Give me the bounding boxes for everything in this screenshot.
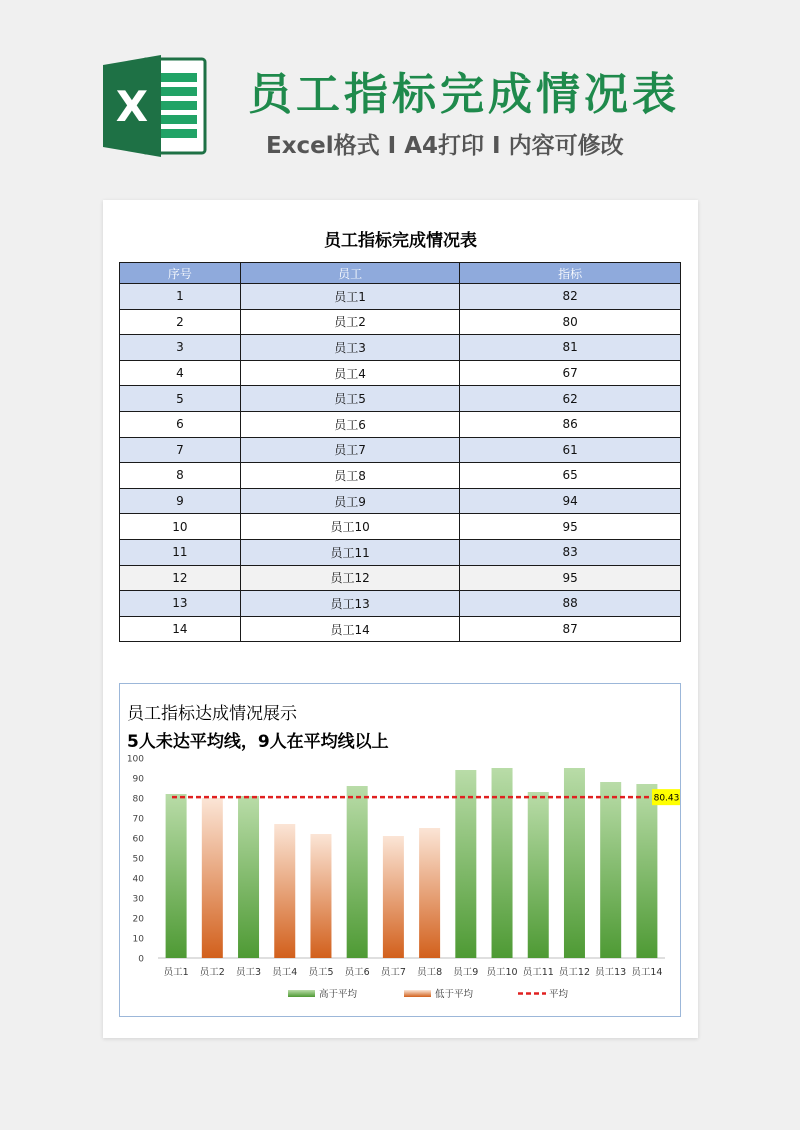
cell-name: 员工7 xyxy=(240,437,460,463)
y-tick-label: 40 xyxy=(132,874,144,885)
cell-value: 94 xyxy=(460,488,681,514)
column-header-no: 序号 xyxy=(120,263,241,284)
cell-value: 87 xyxy=(460,616,681,642)
y-tick-label: 50 xyxy=(132,854,144,865)
x-tick-label: 员工10 xyxy=(486,967,518,978)
column-header-name: 员工 xyxy=(240,263,460,284)
x-tick-label: 员工7 xyxy=(380,967,406,978)
y-tick-label: 60 xyxy=(132,834,144,845)
cell-name: 员工10 xyxy=(240,514,460,540)
table-row xyxy=(120,488,681,514)
cell-value: 67 xyxy=(460,360,681,386)
y-tick-label: 20 xyxy=(132,914,144,925)
sheet-page xyxy=(103,200,698,1038)
cell-no: 5 xyxy=(120,386,241,412)
excel-icon xyxy=(103,55,207,157)
table-row xyxy=(120,616,681,642)
bar-chart xyxy=(120,684,680,1016)
x-tick-label: 员工5 xyxy=(308,967,334,978)
cell-no: 3 xyxy=(120,335,241,361)
cell-value: 82 xyxy=(460,284,681,310)
chart-bar xyxy=(383,836,404,958)
x-tick-label: 员工13 xyxy=(595,967,627,978)
cell-no: 11 xyxy=(120,539,241,565)
cell-name: 员工2 xyxy=(240,309,460,335)
chart-bar xyxy=(419,828,440,958)
cell-value: 86 xyxy=(460,411,681,437)
x-tick-label: 员工6 xyxy=(344,967,370,978)
x-tick-label: 员工1 xyxy=(163,967,189,978)
cell-name: 员工3 xyxy=(240,335,460,361)
cell-name: 员工8 xyxy=(240,463,460,489)
cell-no: 6 xyxy=(120,411,241,437)
column-header-value: 指标 xyxy=(460,263,681,284)
chart-bar xyxy=(455,770,476,958)
x-tick-label: 员工8 xyxy=(417,967,443,978)
cell-value: 83 xyxy=(460,539,681,565)
cell-value: 80 xyxy=(460,309,681,335)
x-tick-label: 员工2 xyxy=(199,967,225,978)
banner-subtitle: Excel格式 Ⅰ A4打印 Ⅰ 内容可修改 xyxy=(266,133,624,159)
data-table xyxy=(119,262,681,642)
cell-value: 95 xyxy=(460,565,681,591)
table-row xyxy=(120,514,681,540)
cell-value: 88 xyxy=(460,591,681,617)
cell-value: 62 xyxy=(460,386,681,412)
cell-no: 7 xyxy=(120,437,241,463)
cell-value: 81 xyxy=(460,335,681,361)
cell-name: 员工14 xyxy=(240,616,460,642)
chart-title: 员工指标达成情况展示 xyxy=(127,704,297,724)
legend-swatch xyxy=(288,990,315,997)
cell-value: 61 xyxy=(460,437,681,463)
page-banner xyxy=(0,0,800,190)
cell-no: 2 xyxy=(120,309,241,335)
excel-logo-letter: X xyxy=(115,82,149,131)
chart-subtitle: 5人未达平均线，9人在平均线以上 xyxy=(127,732,389,752)
chart-bar xyxy=(274,824,295,958)
y-tick-label: 90 xyxy=(132,774,144,785)
cell-no: 14 xyxy=(120,616,241,642)
cell-no: 4 xyxy=(120,360,241,386)
chart-bar xyxy=(238,796,259,958)
chart-bar xyxy=(347,786,368,958)
table-header-row xyxy=(120,263,681,284)
sheet-title: 员工指标完成情况表 xyxy=(324,231,477,251)
y-tick-label: 70 xyxy=(132,814,144,825)
table-row xyxy=(120,335,681,361)
chart-bar xyxy=(528,792,549,958)
x-tick-label: 员工9 xyxy=(453,967,479,978)
table-row xyxy=(120,463,681,489)
chart-bar xyxy=(310,834,331,958)
cell-name: 员工11 xyxy=(240,539,460,565)
legend-label: 平均 xyxy=(549,989,569,1000)
y-tick-label: 80 xyxy=(132,794,144,805)
cell-name: 员工12 xyxy=(240,565,460,591)
cell-name: 员工6 xyxy=(240,411,460,437)
cell-name: 员工4 xyxy=(240,360,460,386)
x-tick-label: 员工3 xyxy=(236,967,262,978)
cell-no: 9 xyxy=(120,488,241,514)
legend-label: 高于平均 xyxy=(319,989,358,1000)
cell-no: 8 xyxy=(120,463,241,489)
y-tick-label: 100 xyxy=(126,754,144,765)
table-row xyxy=(120,309,681,335)
table-row xyxy=(120,411,681,437)
table-row xyxy=(120,565,681,591)
average-label: 80.43 xyxy=(653,793,680,804)
cell-no: 10 xyxy=(120,514,241,540)
table-row xyxy=(120,437,681,463)
y-tick-label: 10 xyxy=(132,934,144,945)
cell-name: 员工1 xyxy=(240,284,460,310)
legend-swatch xyxy=(404,990,431,997)
x-tick-label: 员工11 xyxy=(522,967,554,978)
x-tick-label: 员工4 xyxy=(272,967,298,978)
chart-bar xyxy=(636,784,657,958)
cell-no: 1 xyxy=(120,284,241,310)
cell-value: 95 xyxy=(460,514,681,540)
cell-name: 员工13 xyxy=(240,591,460,617)
table-row xyxy=(120,539,681,565)
legend-label: 低于平均 xyxy=(435,989,474,1000)
banner-title: 员工指标完成情况表 xyxy=(248,69,680,120)
table-row xyxy=(120,284,681,310)
x-tick-label: 员工12 xyxy=(558,967,591,978)
x-tick-label: 员工14 xyxy=(631,967,663,978)
cell-name: 员工9 xyxy=(240,488,460,514)
cell-value: 65 xyxy=(460,463,681,489)
table-row xyxy=(120,386,681,412)
cell-no: 13 xyxy=(120,591,241,617)
table-row xyxy=(120,360,681,386)
cell-name: 员工5 xyxy=(240,386,460,412)
y-tick-label: 0 xyxy=(138,954,144,965)
chart-bar xyxy=(202,798,223,958)
chart-bar xyxy=(600,782,621,958)
y-tick-label: 30 xyxy=(132,894,144,905)
chart-container xyxy=(119,683,681,1017)
cell-no: 12 xyxy=(120,565,241,591)
table-row xyxy=(120,591,681,617)
chart-bar xyxy=(166,794,187,958)
